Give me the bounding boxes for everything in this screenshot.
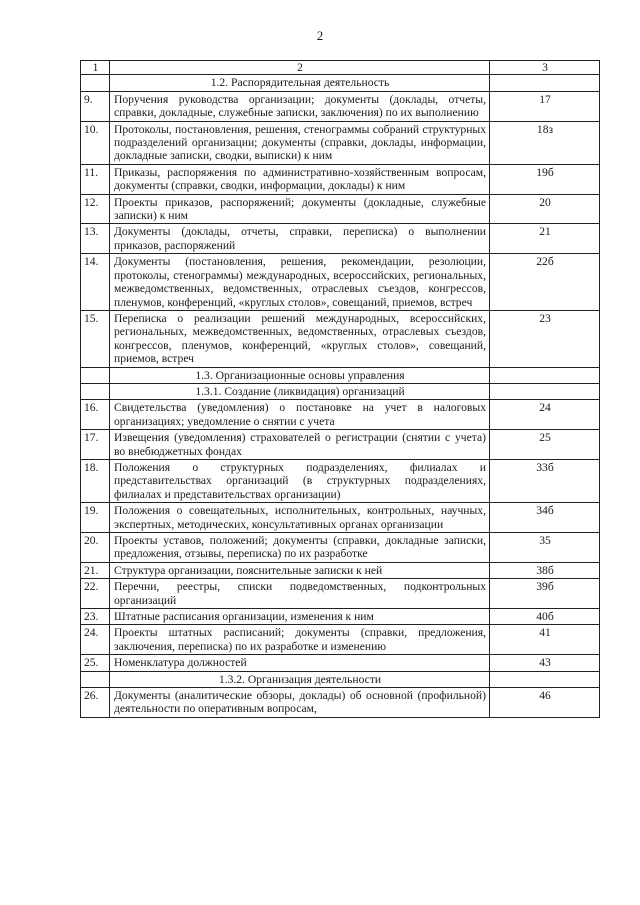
table-row bbox=[81, 503, 600, 533]
document-description: Документы (аналитические обзоры, доклады) об основной (профильной) деятельности по оперативным вопросам, bbox=[110, 688, 490, 718]
section-row bbox=[81, 75, 600, 91]
header-col-1: 1 bbox=[81, 61, 110, 75]
nomenclature-table bbox=[80, 60, 600, 718]
document-description: Проекты штатных расписаний; документы (справки, предложения, заключения, переписка) по их разработке и изменению bbox=[110, 625, 490, 655]
section-empty-cell bbox=[490, 671, 600, 687]
document-description: Структура организации, пояснительные записки к ней bbox=[110, 562, 490, 578]
row-number: 13. bbox=[81, 224, 110, 254]
article-index: 38б bbox=[490, 562, 600, 578]
section-empty-cell bbox=[490, 367, 600, 383]
section-empty-cell bbox=[81, 671, 110, 687]
header-col-3: 3 bbox=[490, 61, 600, 75]
document-description: Свидетельства (уведомления) о постановке на учет в налоговых организациях; уведомление о снятии с учета bbox=[110, 400, 490, 430]
section-title: 1.3.2. Организация деятельности bbox=[110, 671, 490, 687]
table-row bbox=[81, 609, 600, 625]
article-index: 43 bbox=[490, 655, 600, 671]
table-body bbox=[81, 61, 600, 718]
row-number: 11. bbox=[81, 164, 110, 194]
article-index: 20 bbox=[490, 194, 600, 224]
section-title: 1.3.1. Создание (ликвидация) организаций bbox=[110, 383, 490, 399]
article-index: 22б bbox=[490, 254, 600, 311]
document-description: Протоколы, постановления, решения, стенограммы собраний структурных подразделений организации; документы (справки, доклады, информации, докладные записки, сводки, выписки) к ним bbox=[110, 121, 490, 164]
article-index: 46 bbox=[490, 688, 600, 718]
article-index: 21 bbox=[490, 224, 600, 254]
document-description: Приказы, распоряжения по административно-хозяйственным вопросам, документы (справки, сводки, информации, доклады) к ним bbox=[110, 164, 490, 194]
row-number: 19. bbox=[81, 503, 110, 533]
row-number: 21. bbox=[81, 562, 110, 578]
table-row bbox=[81, 430, 600, 460]
section-empty-cell bbox=[81, 367, 110, 383]
article-index: 40б bbox=[490, 609, 600, 625]
document-description: Штатные расписания организации, изменения к ним bbox=[110, 609, 490, 625]
section-empty-cell bbox=[81, 75, 110, 91]
row-number: 26. bbox=[81, 688, 110, 718]
table-row bbox=[81, 224, 600, 254]
document-description: Номенклатура должностей bbox=[110, 655, 490, 671]
section-row bbox=[81, 671, 600, 687]
article-index: 41 bbox=[490, 625, 600, 655]
document-description: Извещения (уведомления) страхователей о регистрации (снятии с учета) во внебюджетных фондах bbox=[110, 430, 490, 460]
row-number: 16. bbox=[81, 400, 110, 430]
document-description: Перечни, реестры, списки подведомственных, подконтрольных организаций bbox=[110, 579, 490, 609]
table-row bbox=[81, 254, 600, 311]
document-description: Документы (доклады, отчеты, справки, переписка) о выполнении приказов, распоряжений bbox=[110, 224, 490, 254]
table-row bbox=[81, 91, 600, 121]
article-index: 25 bbox=[490, 430, 600, 460]
article-index: 33б bbox=[490, 459, 600, 502]
article-index: 19б bbox=[490, 164, 600, 194]
document-description: Положения о структурных подразделениях, филиалах и представительствах организаций (в структурных подразделениях, филиалах и представительствах организации) bbox=[110, 459, 490, 502]
table-row bbox=[81, 655, 600, 671]
row-number: 10. bbox=[81, 121, 110, 164]
table-row bbox=[81, 400, 600, 430]
table-row bbox=[81, 625, 600, 655]
row-number: 23. bbox=[81, 609, 110, 625]
row-number: 15. bbox=[81, 310, 110, 367]
section-empty-cell bbox=[490, 75, 600, 91]
row-number: 12. bbox=[81, 194, 110, 224]
document-description: Проекты уставов, положений; документы (справки, докладные записки, предложения, отзывы, переписка) по их разработке bbox=[110, 533, 490, 563]
document-description: Документы (постановления, решения, рекомендации, резолюции, протоколы, стенограммы) международных, всероссийских, региональных, межведомственных, ведомственных, отраслевых съездов, конгрессов, пленумов, конференций, «круглых столов», совещаний, приемов, встреч bbox=[110, 254, 490, 311]
table-row bbox=[81, 194, 600, 224]
document-description: Переписка о реализации решений международных, всероссийских, региональных, межведомственных, ведомственных, отраслевых съездов, конгрессов, пленумов, конференций, «круглых столов», совещаний, приемов, встреч bbox=[110, 310, 490, 367]
section-empty-cell bbox=[81, 383, 110, 399]
document-description: Поручения руководства организации; документы (доклады, отчеты, справки, докладные, служебные записки, заключения) по их выполнению bbox=[110, 91, 490, 121]
row-number: 24. bbox=[81, 625, 110, 655]
table-row bbox=[81, 310, 600, 367]
table-row bbox=[81, 459, 600, 502]
row-number: 20. bbox=[81, 533, 110, 563]
article-index: 18з bbox=[490, 121, 600, 164]
article-index: 35 bbox=[490, 533, 600, 563]
row-number: 22. bbox=[81, 579, 110, 609]
section-title: 1.3. Организационные основы управления bbox=[110, 367, 490, 383]
article-index: 39б bbox=[490, 579, 600, 609]
document-description: Положения о совещательных, исполнительных, контрольных, научных, экспертных, методических, консультативных органах организации bbox=[110, 503, 490, 533]
table-row bbox=[81, 121, 600, 164]
document-description: Проекты приказов, распоряжений; документы (докладные, служебные записки) к ним bbox=[110, 194, 490, 224]
article-index: 23 bbox=[490, 310, 600, 367]
row-number: 14. bbox=[81, 254, 110, 311]
table-header-row bbox=[81, 61, 600, 75]
section-empty-cell bbox=[490, 383, 600, 399]
section-title: 1.2. Распорядительная деятельность bbox=[110, 75, 490, 91]
page-number: 2 bbox=[316, 28, 324, 43]
row-number: 25. bbox=[81, 655, 110, 671]
table-row bbox=[81, 164, 600, 194]
table-row bbox=[81, 562, 600, 578]
article-index: 34б bbox=[490, 503, 600, 533]
row-number: 18. bbox=[81, 459, 110, 502]
table-row bbox=[81, 579, 600, 609]
article-index: 24 bbox=[490, 400, 600, 430]
table-row bbox=[81, 688, 600, 718]
header-col-2: 2 bbox=[110, 61, 490, 75]
section-row bbox=[81, 383, 600, 399]
section-row bbox=[81, 367, 600, 383]
row-number: 9. bbox=[81, 91, 110, 121]
article-index: 17 bbox=[490, 91, 600, 121]
table-row bbox=[81, 533, 600, 563]
row-number: 17. bbox=[81, 430, 110, 460]
